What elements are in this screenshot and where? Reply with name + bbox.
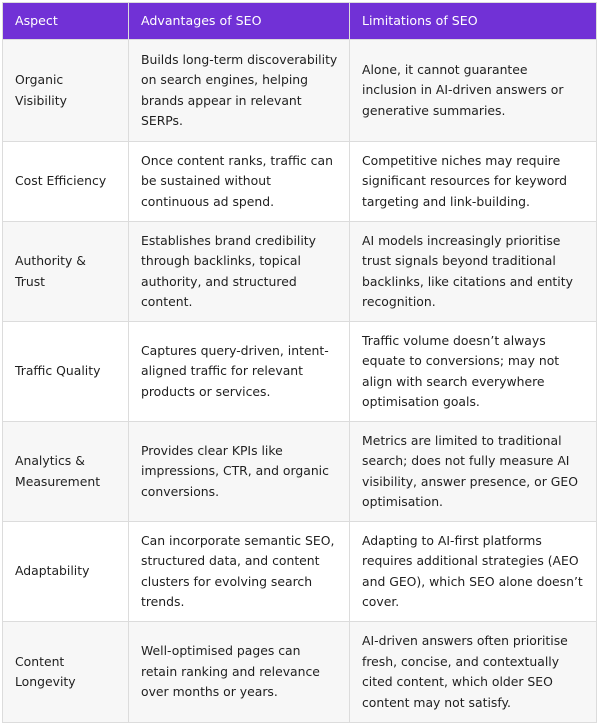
limitation-cell: AI-driven answers often prioritise fresh, concise, and contextually cited content, which older SEO content may not satisfy.: [350, 622, 597, 723]
aspect-cell: Cost Efficiency: [3, 142, 129, 222]
limitation-cell: Adapting to AI-first platforms requires additional strategies (AEO and GEO), which SEO alone doesn’t cover.: [350, 522, 597, 622]
advantage-cell: Can incorporate semantic SEO, structured data, and content clusters for evolving search trends.: [129, 522, 350, 622]
comparison-table-container: [0, 2, 599, 723]
table-row: [3, 322, 597, 422]
table-row: [3, 142, 597, 222]
seo-comparison-table: [2, 2, 597, 723]
table-row: [3, 522, 597, 622]
aspect-cell: Authority & Trust: [3, 222, 129, 322]
header-aspect: Aspect: [3, 3, 129, 40]
aspect-cell: Organic Visibility: [3, 40, 129, 142]
limitation-cell: Competitive niches may require significant resources for keyword targeting and link-building.: [350, 142, 597, 222]
advantage-cell: Builds long-term discoverability on search engines, helping brands appear in relevant SERPs.: [129, 40, 350, 142]
table-header: [3, 3, 597, 40]
aspect-cell: Analytics & Measurement: [3, 422, 129, 522]
aspect-cell: Traffic Quality: [3, 322, 129, 422]
aspect-cell: Content Longevity: [3, 622, 129, 723]
header-limitations: Limitations of SEO: [350, 3, 597, 40]
limitation-cell: Traffic volume doesn’t always equate to conversions; may not align with search everywhere optimisation goals.: [350, 322, 597, 422]
advantage-cell: Establishes brand credibility through backlinks, topical authority, and structured content.: [129, 222, 350, 322]
table-row: [3, 422, 597, 522]
advantage-cell: Once content ranks, traffic can be sustained without continuous ad spend.: [129, 142, 350, 222]
advantage-cell: Provides clear KPIs like impressions, CTR, and organic conversions.: [129, 422, 350, 522]
advantage-cell: Well-optimised pages can retain ranking and relevance over months or years.: [129, 622, 350, 723]
limitation-cell: Metrics are limited to traditional search; does not fully measure AI visibility, answer presence, or GEO optimisation.: [350, 422, 597, 522]
header-advantages: Advantages of SEO: [129, 3, 350, 40]
table-row: [3, 40, 597, 142]
advantage-cell: Captures query-driven, intent-aligned traffic for relevant products or services.: [129, 322, 350, 422]
table-row: [3, 222, 597, 322]
table-body: [3, 40, 597, 723]
limitation-cell: Alone, it cannot guarantee inclusion in AI-driven answers or generative summaries.: [350, 40, 597, 142]
limitation-cell: AI models increasingly prioritise trust signals beyond traditional backlinks, like citations and entity recognition.: [350, 222, 597, 322]
table-row: [3, 622, 597, 723]
aspect-cell: Adaptability: [3, 522, 129, 622]
header-row: [3, 3, 597, 40]
